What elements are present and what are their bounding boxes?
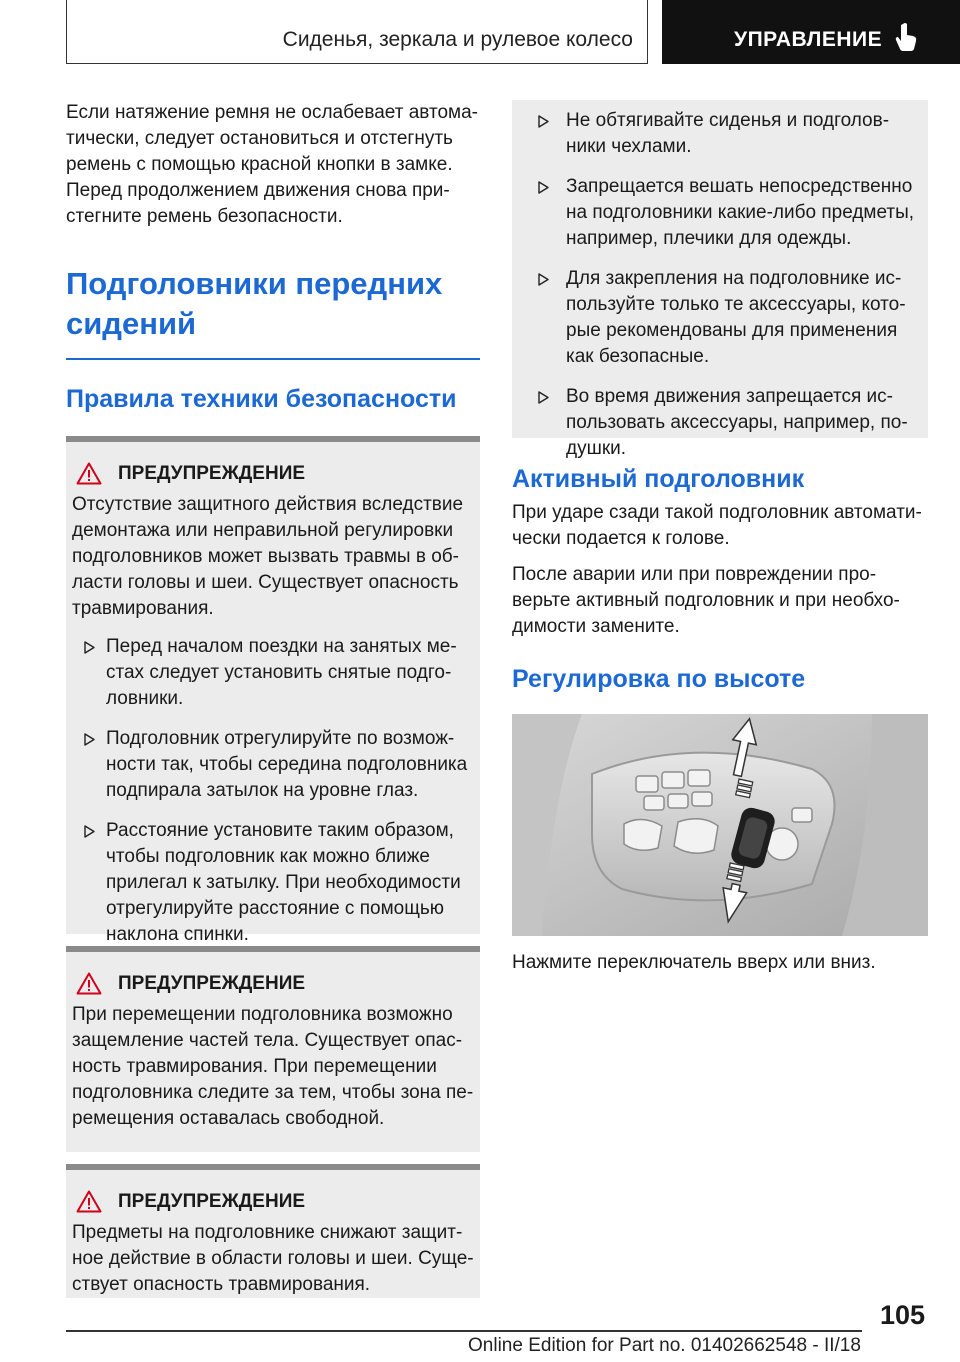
- warning-text: При перемещении подголовника возможно защемление частей тела. Существует опасность травмирования. При перемещении подголовника следите за тем, чтобы зона перемещения оставалась свободной.: [72, 1003, 474, 1129]
- safety-bullets-box: [512, 100, 928, 459]
- list-item: Для закрепления на подголовнике используйте только те аксессуары, которые рекомендованы для применения как безопасные.: [522, 266, 918, 370]
- list-item: Перед началом поездки на занятых местах следует установить снятые подголовники.: [72, 634, 474, 712]
- subheading-height-adjust: Регулировка по высоте: [512, 665, 806, 693]
- seat-controls-photo: [512, 714, 928, 936]
- subheading-active-headrest: Активный подголовник: [512, 465, 805, 493]
- chapter-title: УПРАВЛЕНИЕ: [734, 28, 883, 51]
- warning-bullet-list: [72, 634, 474, 948]
- warning-title: [72, 1188, 474, 1216]
- warning-label: ПРЕДУПРЕЖДЕНИЕ: [118, 462, 306, 484]
- section-heading: Подголовники передних сидений: [66, 266, 443, 341]
- bullet-triangle-icon: [84, 641, 95, 654]
- hand-pointer-icon: [894, 22, 918, 52]
- bullet-triangle-icon: [538, 115, 549, 128]
- bullet-triangle-icon: [84, 825, 95, 838]
- warning-triangle-icon: [76, 972, 102, 995]
- warning-box-3: [66, 1164, 480, 1298]
- bullet-triangle-icon: [538, 181, 549, 194]
- footer-edition: Online Edition for Part no. 01402662548 - II/18: [468, 1335, 861, 1356]
- list-item: Не обтягивайте сиденья и подголовники чехлами.: [522, 108, 918, 160]
- page-number: 105: [880, 1300, 926, 1330]
- list-item: Расстояние установите таким образом, чтобы подголовник как можно ближе прилегал к затылку. При необходимости отрегулируйте расстояние с помощью наклона спинки.: [72, 818, 474, 948]
- safety-bullet-list: [522, 108, 918, 462]
- bullet-triangle-icon: [538, 391, 549, 404]
- warning-triangle-icon: [76, 1190, 102, 1213]
- list-item: Запрещается вешать непосредственно на подголовники какие-либо предметы, например, плечики для одежды.: [522, 174, 918, 252]
- subheading-safety: Правила техники безопасности: [66, 384, 457, 413]
- bullet-triangle-icon: [84, 733, 95, 746]
- warning-triangle-icon: [76, 462, 102, 485]
- left-column: [66, 100, 480, 1298]
- active-paragraph-1: При ударе сзади такой подголовник автоматически подается к голове.: [512, 502, 922, 549]
- photo-caption: Нажмите переключатель вверх или вниз.: [512, 952, 876, 973]
- heading-rule: [66, 358, 480, 360]
- list-item: Во время движения запрещается использовать аксессуары, например, подушки.: [522, 384, 918, 462]
- warning-text: Предметы на подголовнике снижают защитное действие в области головы и шеи. Существует опасность травмирования.: [72, 1221, 474, 1295]
- bullet-triangle-icon: [538, 273, 549, 286]
- warning-title: [72, 970, 474, 998]
- footer-rule: [66, 1330, 862, 1332]
- header-chapter-box: [662, 0, 960, 64]
- warning-box-1: [66, 436, 480, 945]
- header-section-box: [66, 0, 648, 64]
- warning-text: Отсутствие защитного действия вследствие демонтажа или неправильной регулировки подголовников может вызвать травмы в области головы и шеи. Существует опасность травмирования.: [72, 493, 464, 619]
- intro-paragraph: Если натяжение ремня не ослабевает автоматически, следует остановиться и отстегнуть ремень с помощью красной кнопки в замке. Перед продолжением движения снова пристегните ремень безопасности.: [66, 102, 478, 227]
- section-title: Сиденья, зеркала и рулевое колесо: [282, 28, 633, 51]
- warning-box-2: [66, 946, 480, 1152]
- warning-label: ПРЕДУПРЕЖДЕНИЕ: [118, 972, 306, 994]
- right-column: [512, 100, 928, 976]
- active-paragraph-2: После аварии или при повреждении проверьте активный подголовник и при необходимости замените.: [512, 564, 900, 637]
- warning-label: ПРЕДУПРЕЖДЕНИЕ: [118, 1190, 306, 1212]
- warning-title: [72, 460, 474, 488]
- list-item: Подголовник отрегулируйте по возможности так, чтобы середина подголовника подпирала затылок на уровне глаз.: [72, 726, 474, 804]
